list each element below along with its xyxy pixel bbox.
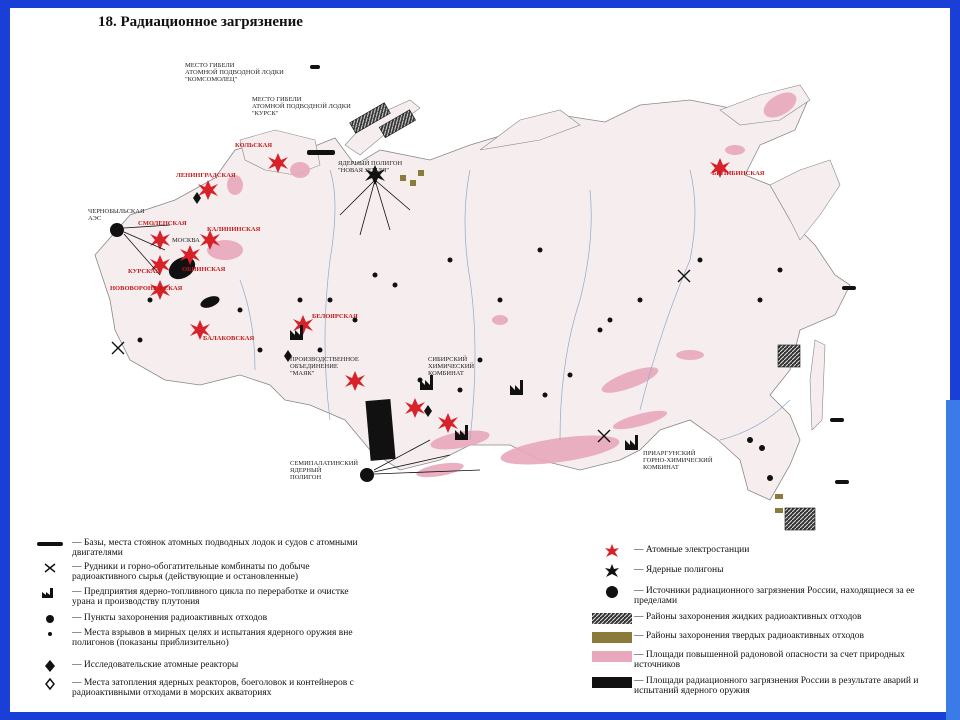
label-kolskaya: КОЛЬСКАЯ: [235, 142, 273, 149]
label-moskva: МОСКВА: [172, 237, 200, 244]
legend-item-test-sites: — Ядерные полигоны: [590, 565, 920, 577]
label-novovoronezhskaya: НОВОВОРОНЕЖСКАЯ: [110, 285, 183, 292]
legend-item-reactors: — Исследовательские атомные реакторы: [28, 660, 358, 672]
submarine-icon: [28, 538, 72, 550]
legend-item-waste-burial: — Пункты захоронения радиоактивных отходов: [28, 613, 358, 625]
label-kurskaya: КУРСКАЯ: [128, 268, 161, 275]
label-balakovskaya: БАЛАКОВСКАЯ: [203, 335, 255, 342]
legend-item-explosions: — Места взрывов в мирных целях и испытания ядерного оружия вне полигонов (показаны приблизительно): [28, 628, 358, 648]
legend-item-npp: — Атомные электростанции: [590, 545, 920, 557]
chernobyl-source: [110, 223, 124, 237]
black-star-icon: [590, 565, 634, 577]
label-smolenskaya: СМОЛЕНСКАЯ: [138, 220, 187, 227]
label-beloyarskaya: БЕЛОЯРСКАЯ: [312, 313, 358, 320]
radiation-sign-icon: [28, 613, 72, 625]
crossed-hammers-icon: [28, 562, 72, 574]
label-chernobyl: ЧЕРНОБЫЛЬСКАЯ АЭС: [88, 208, 145, 222]
legend-item-contamination: — Площади радиационного загрязнения России в результате аварий и испытаний ядерного оружия: [590, 676, 920, 696]
black-circle-icon: [590, 586, 634, 598]
hollow-diamond-icon: [28, 678, 72, 690]
label-bilibinskaya: БИЛИБИНСКАЯ: [712, 170, 765, 177]
legend-item-external-sources: — Источники радиационного загрязнения России, находящиеся за ее пределами: [590, 586, 920, 606]
label-priargunsky: ПРИАРГУНСКИЙ ГОРНО-ХИМИЧЕСКИЙ КОМБИНАТ: [643, 450, 713, 471]
label-kursk: МЕСТО ГИБЕЛИ АТОМНОЙ ПОДВОДНОЙ ЛОДКИ "КУРСК": [252, 96, 351, 117]
label-mayak: ПРОИЗВОДСТВЕННОЕ ОБЪЕДИНЕНИЕ "МАЯК": [290, 356, 359, 377]
black-diamond-icon: [28, 660, 72, 672]
olive-swatch-icon: [590, 631, 634, 643]
map-title: 18. Радиационное загрязнение: [98, 14, 303, 30]
sakhalin: [810, 340, 825, 430]
legend-item-sunken-reactors: — Места затопления ядерных реакторов, боеголовок и контейнеров с радиоактивными отходами в морских акваториях: [28, 678, 358, 698]
label-komsomolets: МЕСТО ГИБЕЛИ АТОМНОЙ ПОДВОДНОЙ ЛОДКИ "КОМСОМОЛЕЦ": [185, 62, 284, 83]
legend-item-solid-waste: — Районы захоронения твердых радиоактивных отходов: [590, 631, 920, 643]
label-semipalatinsk: СЕМИПАЛАТИНСКИЙ ЯДЕРНЫЙ ПОЛИГОН: [290, 460, 359, 481]
label-novaya-zemlya: ЯДЕРНЫЙ ПОЛИГОН "НОВАЯ ЗЕМЛЯ": [338, 160, 403, 174]
legend-item-fuel-cycle: — Предприятия ядерно-топливного цикла по переработке и очистке урана и производству плутония: [28, 587, 358, 607]
factory-icon: [28, 587, 72, 599]
legend-item-liquid-waste: — Районы захоронения жидких радиоактивных отходов: [590, 612, 920, 624]
hatched-swatch-icon: [590, 612, 634, 624]
semipalatinsk-source: [360, 468, 374, 482]
black-swatch-icon: [590, 676, 634, 688]
pink-swatch-icon: [590, 650, 634, 662]
label-leningradskaya: ЛЕНИНГРАДСКАЯ: [176, 172, 236, 179]
label-obninskaya: ОБНИНСКАЯ: [182, 266, 226, 273]
legend-item-mines: — Рудники и горно-обогатительные комбинаты по добыче радиоактивного сырья (действующие и остановленные): [28, 562, 358, 582]
label-kalininskaya: КАЛИНИНСКАЯ: [207, 226, 261, 233]
legend-item-radon: — Площади повышенной радоновой опасности за счет природных источников: [590, 650, 920, 670]
label-sibirsky: СИБИРСКИЙ ХИМИЧЕСКИЙ КОМБИНАТ: [428, 356, 475, 377]
small-dot-icon: [28, 628, 72, 640]
legend-item-submarine-bases: — Базы, места стоянок атомных подводных лодок и судов с атомными двигателями: [28, 538, 358, 558]
red-star-icon: [590, 545, 634, 557]
